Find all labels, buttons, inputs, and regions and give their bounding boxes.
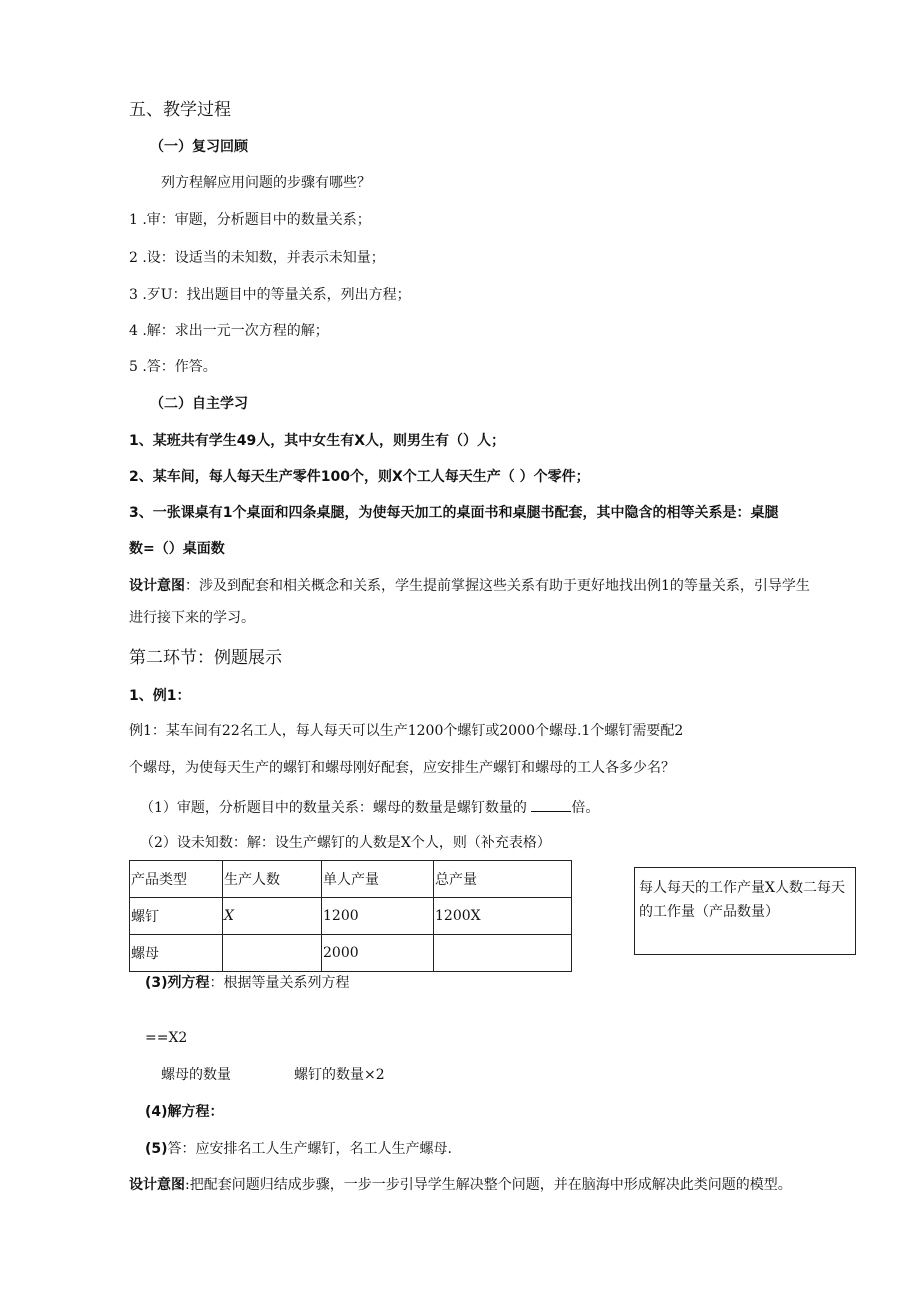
table-cell (434, 935, 572, 972)
problem-line2: 个螺母，为使每天生产的螺钉和螺母刚好配套，应安排生产螺钉和螺母的工人各多少名？ (129, 760, 675, 776)
review-heading: （一）复习回顾 (150, 139, 248, 155)
review-step-2: 2 .设：设适当的未知数，并表示未知量； (129, 250, 385, 266)
step1-text: （1）审题，分析题目中的数量关系：螺母的数量是螺钉数量的 (140, 800, 527, 816)
equation-left-label: 螺母的数量 (161, 1067, 231, 1083)
table-header-cell: 产品类型 (130, 861, 223, 898)
table-cell: 1200X (434, 898, 572, 935)
problem-line1: 例1：某车间有22名工人，每人每天可以生产1200个螺钉或2000个螺母.1个螺钉需要配2 (129, 723, 684, 739)
table-cell: 2000 (322, 935, 434, 972)
table-row (130, 898, 572, 935)
equation: ==X2 (145, 1030, 188, 1046)
step4: (4)解方程： (145, 1104, 224, 1120)
table-cell: 1200 (322, 898, 434, 935)
part2-title: 第二环节：例题展示 (129, 648, 282, 668)
table-header-cell: 总产量 (434, 861, 572, 898)
table-row (130, 935, 572, 972)
equation-right-label: 螺钉的数量×2 (294, 1067, 385, 1083)
table-header-cell: 生产人数 (223, 861, 322, 898)
step1-suffix: 倍。 (571, 800, 600, 816)
step2: （2）设未知数：解：设生产螺钉的人数是X个人，则（补充表格） (140, 835, 551, 851)
formula-box: 每人每天的工作产量X人数二每天的工作量（产品数量） (634, 867, 856, 955)
design-intent-1-text: ：涉及到配套和相关概念和关系，学生提前掌握这些关系有助于更好地找出例1的等量关系，引导学生 (185, 578, 810, 594)
design-intent-2 (129, 1175, 792, 1195)
review-step-4: 4 .解：求出一元一次方程的解； (129, 323, 329, 339)
self-study-heading: （二）自主学习 (150, 396, 248, 412)
step3-label: (3)列方程 (145, 975, 210, 991)
design-intent-1-line1 (129, 576, 810, 596)
example-heading: 1、例1： (129, 688, 191, 704)
review-question: 列方程解应用问题的步骤有哪些？ (161, 175, 371, 191)
self-study-q2: 2、某车间，每人每天生产零件100个，则X个工人每天生产（ ）个零件； (129, 469, 590, 485)
self-study-q3-line2: 数=（）桌面数 (129, 541, 225, 557)
table-header-cell: 单人产量 (322, 861, 434, 898)
step3-text: ：根据等量关系列方程 (209, 975, 350, 991)
table-cell: 螺母 (130, 935, 223, 972)
self-study-q3-line1: 3、一张课桌有1个桌面和四条桌腿，为使每天加工的桌面书和桌腿书配套，其中隐含的相等关系是：桌腿 (129, 505, 779, 521)
step1-blank (531, 797, 571, 812)
step3 (145, 973, 350, 993)
step5 (145, 1139, 452, 1159)
table-cell: 螺钉 (130, 898, 223, 935)
product-table (129, 860, 572, 972)
table-cell: X (223, 898, 322, 935)
step5-text: 答：应安排名工人生产螺钉，名工人生产螺母. (167, 1141, 452, 1157)
step5-label: (5) (145, 1141, 168, 1157)
table-cell (223, 935, 322, 972)
design-intent-1-line2: 进行接下来的学习。 (129, 610, 255, 626)
design-intent-2-label: 设计意图 (129, 1177, 185, 1193)
self-study-q1: 1、某班共有学生49人，其中女生有X人，则男生有（）人； (129, 433, 506, 449)
step1 (140, 797, 599, 818)
design-intent-1-label: 设计意图 (129, 578, 185, 594)
review-step-1: 1 .审：审题，分析题目中的数量关系； (129, 212, 371, 228)
design-intent-2-text: :把配套问题归结成步骤，一步一步引导学生解决整个问题，并在脑海中形成解决此类问题的模型。 (185, 1177, 792, 1193)
table-header-row (130, 861, 572, 898)
review-step-5: 5 .答：作答。 (129, 359, 217, 375)
review-step-3: 3 .歹U：找出题目中的等量关系，列出方程； (129, 287, 411, 303)
section-title: 五、教学过程 (129, 100, 231, 120)
